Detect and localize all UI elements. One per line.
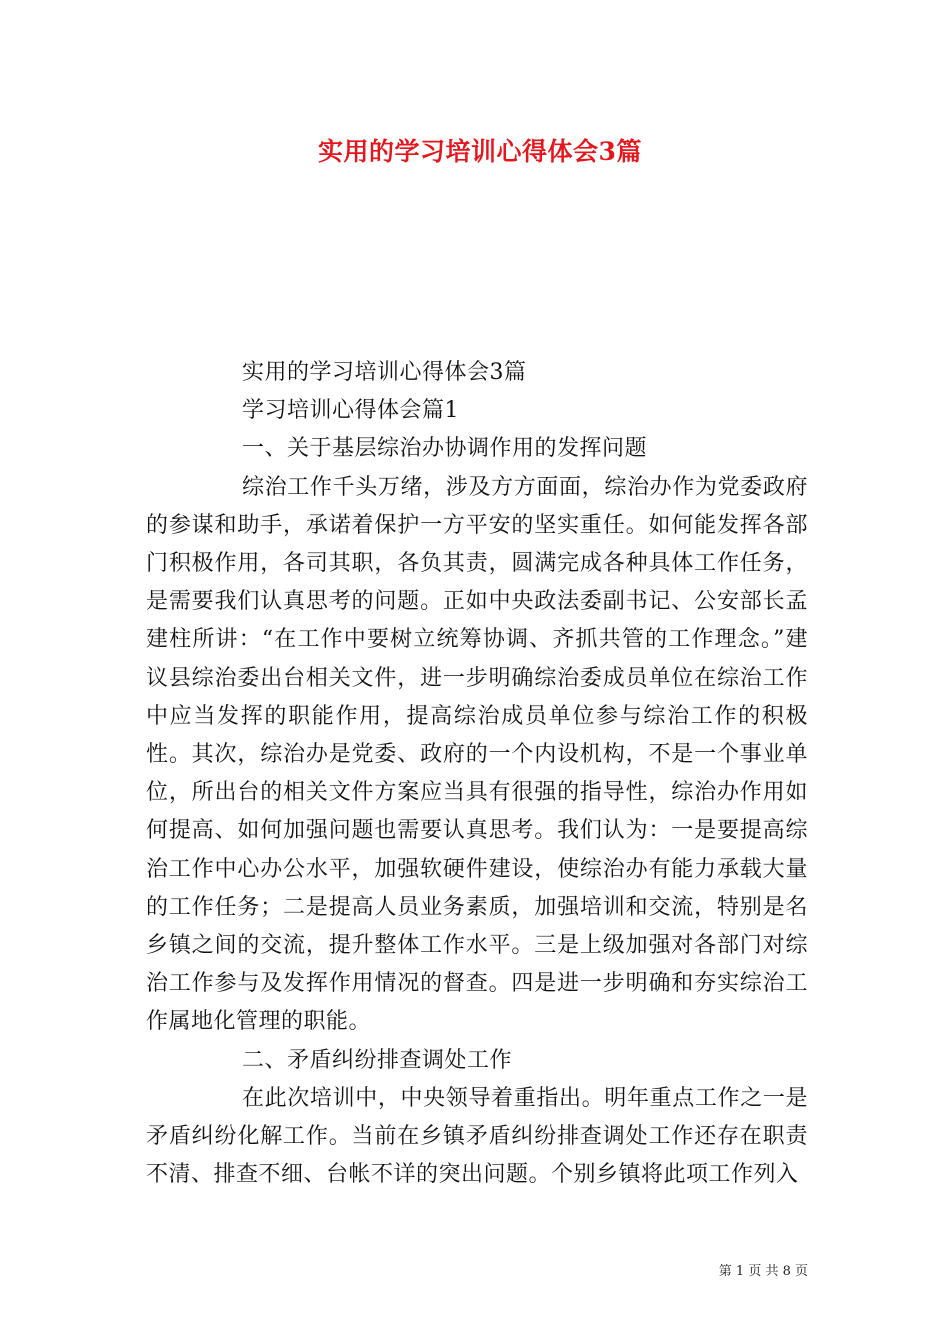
document-body [146,354,808,1194]
paragraph-heading: 实用的学习培训心得体会3篇 [242,360,527,385]
paragraph-body-2: 在此次培训中，中央领导着重指出。明年重点工作之一是矛盾纠纷化解工作。当前在乡镇矛盾纠纷排查调处工作还存在职责不清、排查不细、台帐不详的突出问题。个别乡镇将此项工作列入 [146,1085,808,1188]
paragraph-body-1: 综治工作千头万绪，涉及方方面面，综治办作为党委政府的参谋和助手，承诺着保护一方平安的坚实重任。如何能发挥各部门积极作用，各司其职，各负其责，圆满完成各种具体工作任务，是需要我们认真思考的问题。正如中央政法委副书记、公安部长孟建柱所讲：“在工作中要树立统筹协调、齐抓共管的工作理念。”建议县综治委出台相关文件，进一步明确综治委成员单位在综治工作中应当发挥的职能作用，提高综治成员单位参与综治工作的积极性。其次，综治办是党委、政府的一个内设机构，不是一个事业单位，所出台的相关文件方案应当具有很强的指导性，综治办作用如何提高、如何加强问题也需要认真思考。我们认为：一是要提高综治工作中心办公水平，加强软硬件建设，使综治办有能力承载大量的工作任务；二是提高人员业务素质，加强培训和交流，特别是名乡镇之间的交流，提升整体工作水平。三是上级加强对各部门对综治工作参与及发挥作用情况的督查。四是进一步明确和夯实综治工作属地化管理的职能。 [146,474,808,1035]
paragraph-subheading: 学习培训心得体会篇1 [242,398,459,424]
page-number-footer: 第 1 页 共 8 页 [718,1264,808,1279]
document-title: 实用的学习培训心得体会3篇 [318,137,642,166]
section-heading-2: 二、矛盾纠纷排查调处工作 [242,1047,513,1073]
section-heading-1: 一、关于基层综治办协调作用的发挥问题 [242,436,648,462]
